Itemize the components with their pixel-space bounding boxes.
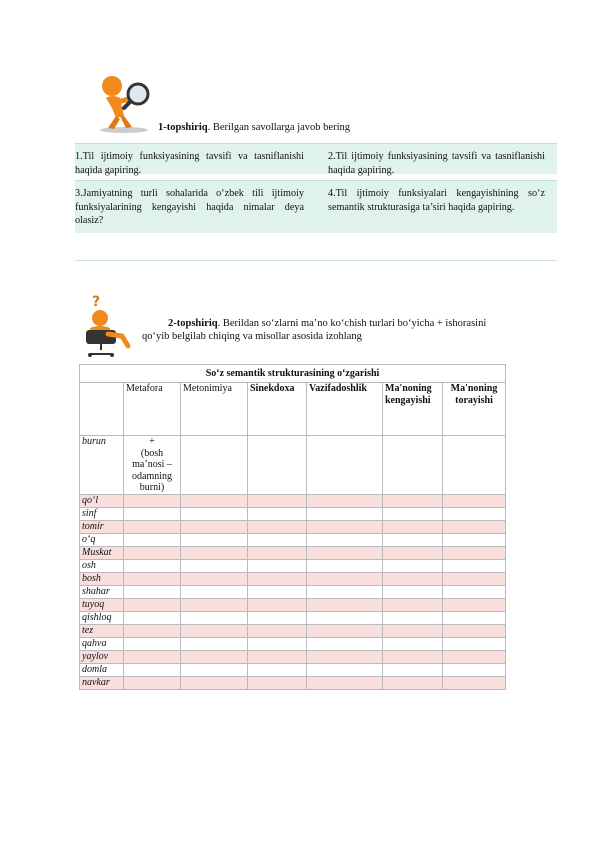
empty-cell: [443, 598, 506, 611]
column-header-torayishi: Ma'noning torayishi: [443, 383, 506, 436]
empty-cell: [248, 507, 307, 520]
empty-cell: [307, 585, 383, 598]
word-cell: burun: [80, 436, 124, 495]
column-header-vazifadoshlik: Vazifadoshlik: [307, 383, 383, 436]
task2-title-line2: qo‘yib belgilab chiqing va misollar asosida izohlang: [142, 331, 362, 342]
question-1: 1.Til ijtimoiy funksiyasining tavsifi va tasniflanishi haqida gapiring.: [75, 151, 304, 176]
empty-cell: [443, 507, 506, 520]
empty-cell: [181, 494, 248, 507]
empty-cell: [307, 650, 383, 663]
empty-cell: [307, 546, 383, 559]
word-cell: qahva: [80, 637, 124, 650]
empty-cell: [124, 598, 181, 611]
table-row: [80, 494, 506, 507]
table-row: [80, 650, 506, 663]
empty-cell: [383, 585, 443, 598]
empty-cell: [307, 533, 383, 546]
empty-cell: [248, 533, 307, 546]
empty-cell: [124, 507, 181, 520]
empty-cell: [443, 436, 506, 495]
word-cell: qishloq: [80, 611, 124, 624]
empty-cell: [124, 676, 181, 689]
table-row: [80, 585, 506, 598]
empty-cell: [383, 611, 443, 624]
empty-cell: [181, 676, 248, 689]
empty-cell: [248, 598, 307, 611]
empty-cell: [307, 520, 383, 533]
plus-mark: +: [149, 436, 155, 447]
table-row: [80, 533, 506, 546]
empty-cell: [443, 520, 506, 533]
word-cell: osh: [80, 559, 124, 572]
column-header-metonimiya: Metonimiya: [181, 383, 248, 436]
table-row: [80, 507, 506, 520]
empty-cell: [307, 663, 383, 676]
empty-cell: [181, 663, 248, 676]
empty-cell: [383, 494, 443, 507]
empty-cell: [181, 585, 248, 598]
empty-cell: [248, 436, 307, 495]
empty-cell: [383, 572, 443, 585]
empty-cell: [307, 611, 383, 624]
empty-cell: [307, 676, 383, 689]
empty-cell: [181, 533, 248, 546]
empty-cell: [307, 598, 383, 611]
question-2: 2.Til ijtimoiy funksiyasining tavsifi va tasniflanishi haqida gapiring.: [328, 151, 545, 176]
empty-cell: [124, 663, 181, 676]
empty-cell: [248, 494, 307, 507]
example-note: (bosh ma’nosi – odamning burni): [132, 447, 172, 493]
empty-cell: [248, 611, 307, 624]
column-header-sinekdoxa: Sinekdoxa: [248, 383, 307, 436]
empty-cell: [383, 676, 443, 689]
empty-cell: [124, 572, 181, 585]
word-cell: domla: [80, 663, 124, 676]
questions-row-2: [75, 180, 557, 233]
word-cell: o‘q: [80, 533, 124, 546]
semantic-table: [79, 364, 506, 690]
empty-cell: [124, 559, 181, 572]
word-cell: tuyoq: [80, 598, 124, 611]
empty-cell: [248, 663, 307, 676]
empty-cell: [383, 637, 443, 650]
word-cell: tez: [80, 624, 124, 637]
task1-title-rest: . Berilgan savollarga javob bering: [207, 122, 350, 133]
empty-cell: [248, 520, 307, 533]
empty-cell: [443, 663, 506, 676]
empty-cell: [124, 520, 181, 533]
empty-cell: [248, 676, 307, 689]
empty-cell: [443, 624, 506, 637]
table-row: [80, 663, 506, 676]
table-row: [80, 436, 506, 495]
table-row: [80, 559, 506, 572]
word-cell: sinf: [80, 507, 124, 520]
empty-cell: [307, 559, 383, 572]
empty-cell: [443, 572, 506, 585]
empty-cell: [443, 676, 506, 689]
empty-cell: [307, 572, 383, 585]
empty-cell: [443, 611, 506, 624]
word-rows: [80, 494, 506, 689]
empty-cell: [307, 494, 383, 507]
question-4: 4.Til ijtimoiy funksiyalari kengayishining so‘z semantik strukturasiga ta’siri haqida gapiring.: [328, 188, 545, 213]
empty-cell: [307, 507, 383, 520]
task2-title-line1-rest: . Berildan so‘zlarni ma’no ko‘chish turlari bo‘yicha + ishorasini: [217, 318, 487, 329]
empty-cell: [383, 436, 443, 495]
empty-cell: [307, 624, 383, 637]
empty-cell: [181, 436, 248, 495]
table-row: [80, 546, 506, 559]
table-row: [80, 572, 506, 585]
divider: [75, 260, 557, 261]
empty-cell: [383, 546, 443, 559]
question-3: 3.Jamiyatning turli sohalarida o‘zbek tili ijtimoiy funksiyalarining kengayishi haqida nimalar deya olasiz?: [75, 188, 304, 226]
table-row: [80, 624, 506, 637]
empty-cell: [181, 520, 248, 533]
questions-row-1: [75, 143, 557, 174]
word-cell: tomir: [80, 520, 124, 533]
magnifier-figure-icon: [92, 72, 156, 134]
word-cell: bosh: [80, 572, 124, 585]
task1-title: [158, 122, 350, 133]
empty-cell: [443, 559, 506, 572]
column-header-word: [80, 383, 124, 436]
task1-title-bold: 1-topshiriq: [158, 122, 208, 133]
word-cell: Muskat: [80, 546, 124, 559]
empty-cell: [181, 572, 248, 585]
empty-cell: [443, 533, 506, 546]
empty-cell: [124, 494, 181, 507]
empty-cell: [383, 533, 443, 546]
empty-cell: [443, 650, 506, 663]
empty-cell: [181, 598, 248, 611]
thinking-figure-chair-icon: [78, 292, 146, 358]
empty-cell: [248, 559, 307, 572]
empty-cell: [248, 650, 307, 663]
empty-cell: [124, 624, 181, 637]
empty-cell: [124, 611, 181, 624]
empty-cell: [248, 585, 307, 598]
empty-cell: [124, 650, 181, 663]
empty-cell: [383, 650, 443, 663]
empty-cell: [248, 637, 307, 650]
empty-cell: [248, 546, 307, 559]
empty-cell: [383, 507, 443, 520]
table-row: [80, 676, 506, 689]
questions-grid: [75, 143, 557, 233]
table-row: [80, 611, 506, 624]
empty-cell: [124, 533, 181, 546]
table-row: [80, 637, 506, 650]
metafora-cell: [124, 436, 181, 495]
empty-cell: [383, 598, 443, 611]
empty-cell: [248, 624, 307, 637]
empty-cell: [443, 494, 506, 507]
table-main-header: So‘z semantik strukturasining o‘zgarishi: [80, 365, 506, 383]
empty-cell: [124, 637, 181, 650]
task2-title-line1: [168, 318, 486, 329]
table-row: [80, 598, 506, 611]
word-cell: shahar: [80, 585, 124, 598]
svg-text:?: ?: [92, 294, 101, 310]
empty-cell: [443, 546, 506, 559]
empty-cell: [383, 624, 443, 637]
empty-cell: [307, 637, 383, 650]
column-header-metafora: Metafora: [124, 383, 181, 436]
empty-cell: [181, 637, 248, 650]
word-cell: qo‘l: [80, 494, 124, 507]
empty-cell: [181, 624, 248, 637]
empty-cell: [383, 559, 443, 572]
empty-cell: [383, 520, 443, 533]
empty-cell: [181, 559, 248, 572]
empty-cell: [181, 611, 248, 624]
empty-cell: [181, 650, 248, 663]
empty-cell: [181, 507, 248, 520]
empty-cell: [443, 585, 506, 598]
column-header-kengayishi: Ma'noning kengayishi: [383, 383, 443, 436]
word-cell: navkar: [80, 676, 124, 689]
empty-cell: [181, 546, 248, 559]
empty-cell: [124, 585, 181, 598]
empty-cell: [383, 663, 443, 676]
empty-cell: [443, 637, 506, 650]
empty-cell: [248, 572, 307, 585]
empty-cell: [124, 546, 181, 559]
word-cell: yaylov: [80, 650, 124, 663]
table-row: [80, 520, 506, 533]
task2-title-bold: 2-topshiriq: [168, 318, 218, 329]
empty-cell: [307, 436, 383, 495]
